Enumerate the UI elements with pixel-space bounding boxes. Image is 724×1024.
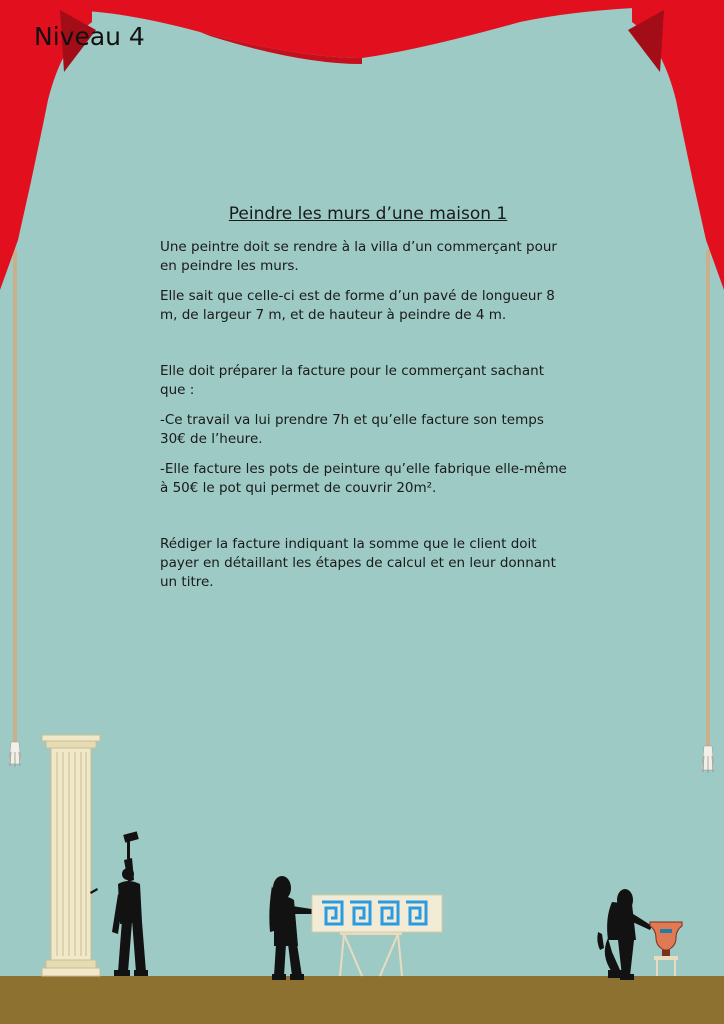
easel-painting [312, 895, 442, 976]
stage-floor [0, 976, 724, 1024]
spacer [160, 336, 570, 362]
exercise-content [160, 205, 570, 603]
potter-silhouette [597, 889, 652, 980]
left-rope [9, 250, 21, 767]
paragraph-paint-cost: -Elle facture les pots de peinture qu’elle fabrique elle-même à 50€ le pot qui permet de couvrir 20m². [160, 461, 567, 496]
paragraph-labor-cost: -Ce travail va lui prendre 7h et qu’elle facture son temps 30€ de l’heure. [160, 412, 544, 447]
sculptor-silhouette [90, 831, 148, 976]
paragraph-dimensions: Elle sait que celle-ci est de forme d’un pavé de longueur 8 m, de largeur 7 m, et de hauteur à peindre de 4 m. [160, 288, 555, 323]
spacer [160, 509, 570, 535]
exercise-title: Peindre les murs d’une maison 1 [228, 204, 508, 224]
vase-on-stool [650, 922, 682, 976]
greek-column [42, 735, 100, 976]
right-rope [702, 250, 714, 773]
paragraph-intro: Une peintre doit se rendre à la villa d’un commerçant pour en peindre les murs. [160, 239, 557, 274]
level-label: Niveau 4 [34, 22, 145, 51]
paragraph-invoice-context: Elle doit préparer la facture pour le commerçant sachant que : [160, 363, 544, 398]
paragraph-instruction: Rédiger la facture indiquant la somme que le client doit payer en détaillant les étapes de calcul et en leur donnant un titre. [160, 536, 556, 590]
